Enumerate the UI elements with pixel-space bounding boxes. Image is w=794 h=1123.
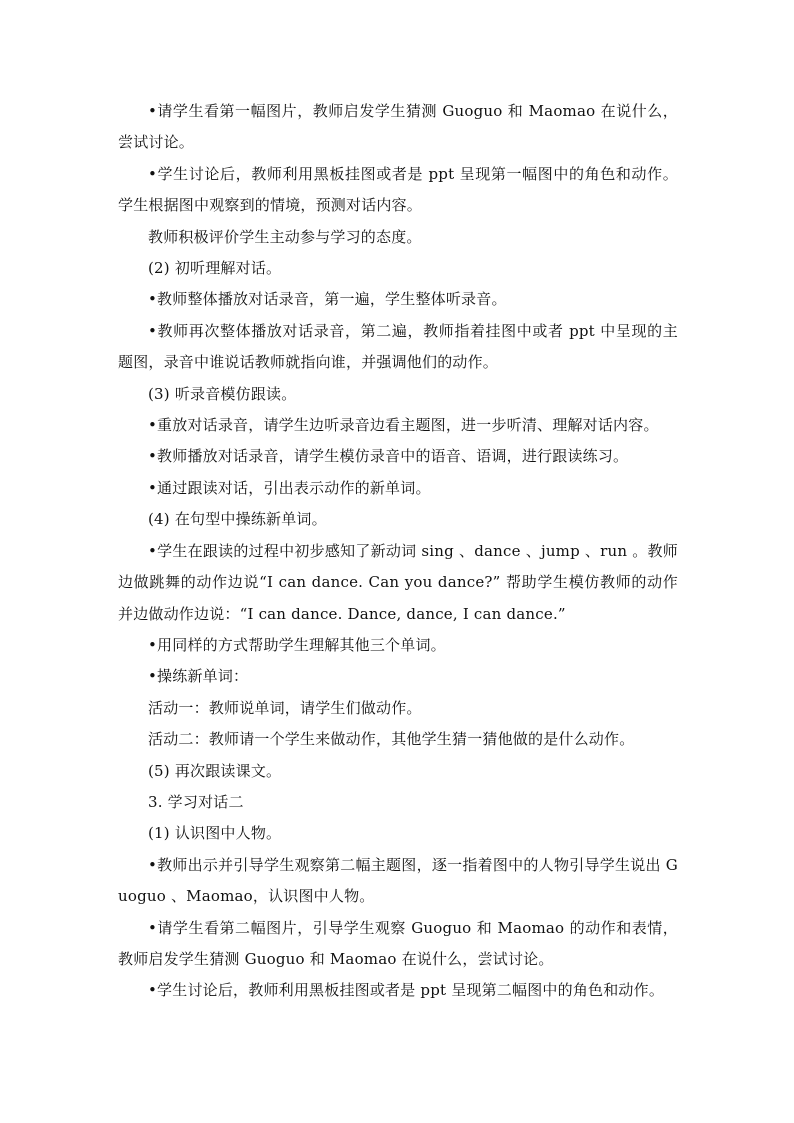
paragraph: •教师整体播放对话录音，第一遍，学生整体听录音。 <box>148 290 507 309</box>
paragraph: •请学生看第一幅图片，教师启发学生猜测 Guoguo 和 Maomao 在说什么，尝试讨论。 <box>118 102 678 152</box>
paragraph: •重放对话录音，请学生边听录音边看主题图，进一步听清、理解对话内容。 <box>148 416 659 435</box>
section-heading: (1) 认识图中人物。 <box>148 824 282 843</box>
paragraph: •操练新单词： <box>148 667 249 686</box>
document-body <box>118 96 678 1007</box>
paragraph: 教师积极评价学生主动参与学习的态度。 <box>148 227 422 246</box>
paragraph: •学生在跟读的过程中初步感知了新动词 sing 、dance 、jump 、run 。教师边做跳舞的动作边说“I can dance. Can you dance?” 帮助学生模仿教师的动作并边做动作边说：“I can dance. Dance, dance, I can dance.” <box>118 541 678 623</box>
section-heading: (4) 在句型中操练新单词。 <box>148 510 327 529</box>
section-heading: (2) 初听理解对话。 <box>148 259 282 278</box>
paragraph: •学生讨论后，教师利用黑板挂图或者是 ppt 呈现第一幅图中的角色和动作。学生根据图中观察到的情境，预测对话内容。 <box>118 164 678 215</box>
section-heading: (5) 再次跟读课文。 <box>148 761 282 780</box>
paragraph: •教师出示并引导学生观察第二幅主题图，逐一指着图中的人物引导学生说出 Guoguo 、Maomao，认识图中人物。 <box>118 855 678 906</box>
paragraph: •通过跟读对话，引出表示动作的新单词。 <box>148 478 431 497</box>
activity-item: 活动二：教师请一个学生来做动作，其他学生猜一猜他做的是什么动作。 <box>148 730 635 749</box>
section-heading: (3) 听录音模仿跟读。 <box>148 384 297 403</box>
paragraph: •请学生看第二幅图片，引导学生观察 Guoguo 和 Maomao 的动作和表情，教师启发学生猜测 Guoguo 和 Maomao 在说什么，尝试讨论。 <box>118 918 678 968</box>
paragraph: •学生讨论后，教师利用黑板挂图或者是 ppt 呈现第二幅图中的角色和动作。 <box>148 981 665 1000</box>
paragraph: •教师播放对话录音，请学生模仿录音中的语音、语调，进行跟读练习。 <box>148 447 629 466</box>
paragraph: •用同样的方式帮助学生理解其他三个单词。 <box>148 635 446 654</box>
activity-item: 活动一：教师说单词，请学生们做动作。 <box>148 698 422 717</box>
paragraph: •教师再次整体播放对话录音，第二遍，教师指着挂图中或者 ppt 中呈现的主题图，录音中谁说话教师就指向谁，并强调他们的动作。 <box>118 321 678 372</box>
section-heading: 3. 学习对话二 <box>148 792 244 811</box>
